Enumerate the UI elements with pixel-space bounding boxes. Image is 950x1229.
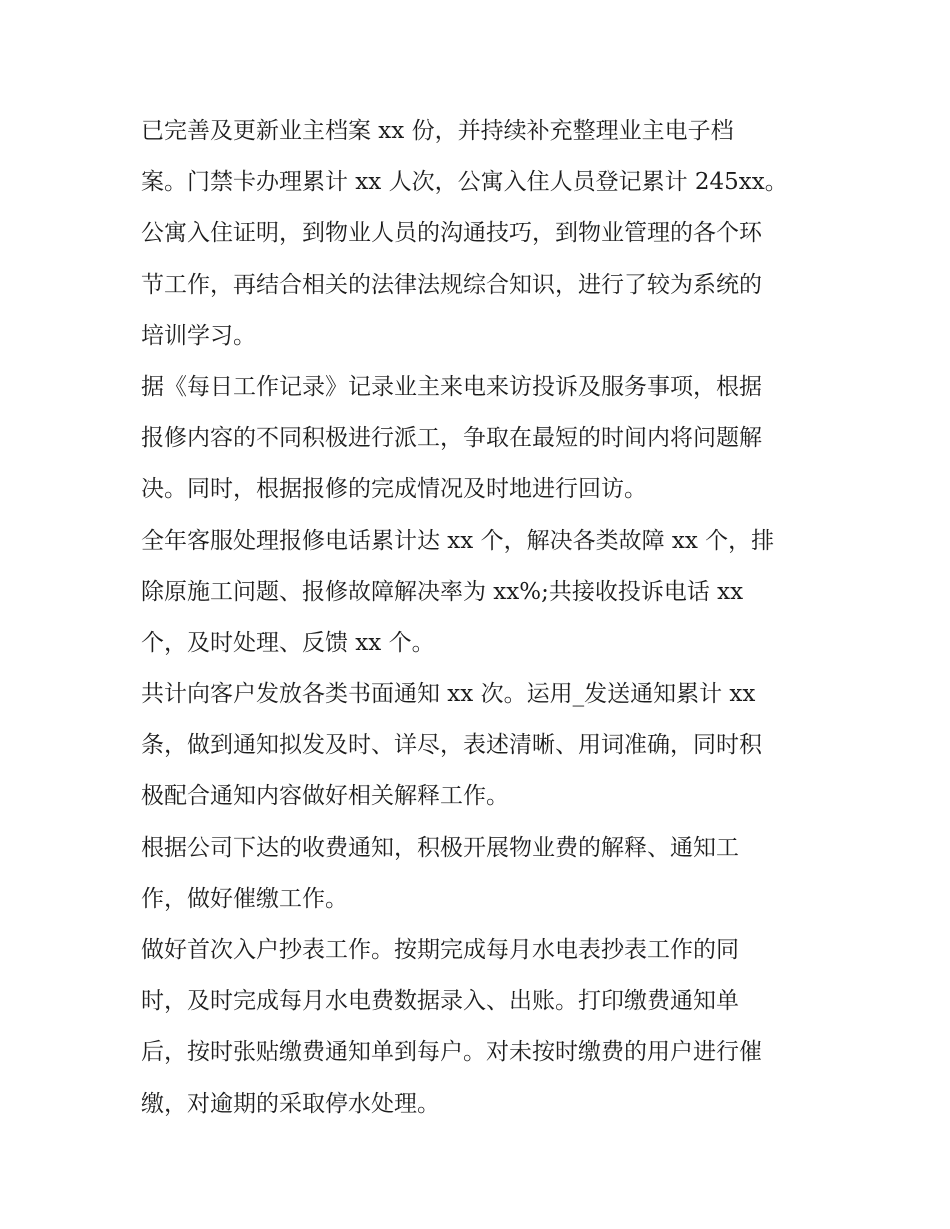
text-line: 案。门禁卡办理累计 xx 人次，公寓入住人员登记累计 245xx。 [141, 169, 788, 196]
text-line: 共计向客户发放各类书面通知 xx 次。运用_发送通知累计 xx [141, 681, 756, 708]
text-line: 后，按时张贴缴费通知单到每户。对未按时缴费的用户进行催 [141, 1039, 762, 1066]
text-line: 作，做好催缴工作。 [141, 885, 348, 912]
text-line: 培训学习。 [141, 322, 256, 349]
text-line: 除原施工问题、报修故障解决率为 xx%;共接收投诉电话 xx [141, 578, 744, 605]
text-line: 做好首次入户抄表工作。按期完成每月水电表抄表工作的同 [141, 937, 739, 963]
text-line: 个，及时处理、反馈 xx 个。 [141, 629, 435, 656]
text-line: 时，及时完成每月水电费数据录入、出账。打印缴费通知单 [141, 988, 739, 1015]
text-line: 极配合通知内容做好相关解释工作。 [141, 783, 509, 810]
text-line: 公寓入住证明，到物业人员的沟通技巧，到物业管理的各个环 [141, 220, 762, 247]
text-line: 节工作，再结合相关的法律法规综合知识，进行了较为系统的 [141, 271, 762, 298]
text-line: 决。同时，根据报修的完成情况及时地进行回访。 [141, 476, 647, 503]
text-line: 已完善及更新业主档案 xx 份，并持续补充整理业主电子档 [141, 118, 734, 144]
text-line: 报修内容的不同积极进行派工，争取在最短的时间内将问题解 [141, 425, 762, 452]
text-line: 根据公司下达的收费通知，积极开展物业费的解释、通知工 [141, 834, 739, 861]
text-line: 据《每日工作记录》记录业主来电来访投诉及服务事项，根据 [141, 373, 762, 400]
document-body [141, 106, 821, 1130]
text-line: 缴，对逾期的采取停水处理。 [141, 1090, 440, 1117]
text-line: 条，做到通知拟发及时、详尽，表述清晰、用词准确，同时积 [141, 732, 762, 759]
text-line: 全年客服处理报修电话累计达 xx 个，解决各类故障 xx 个，排 [141, 527, 775, 554]
